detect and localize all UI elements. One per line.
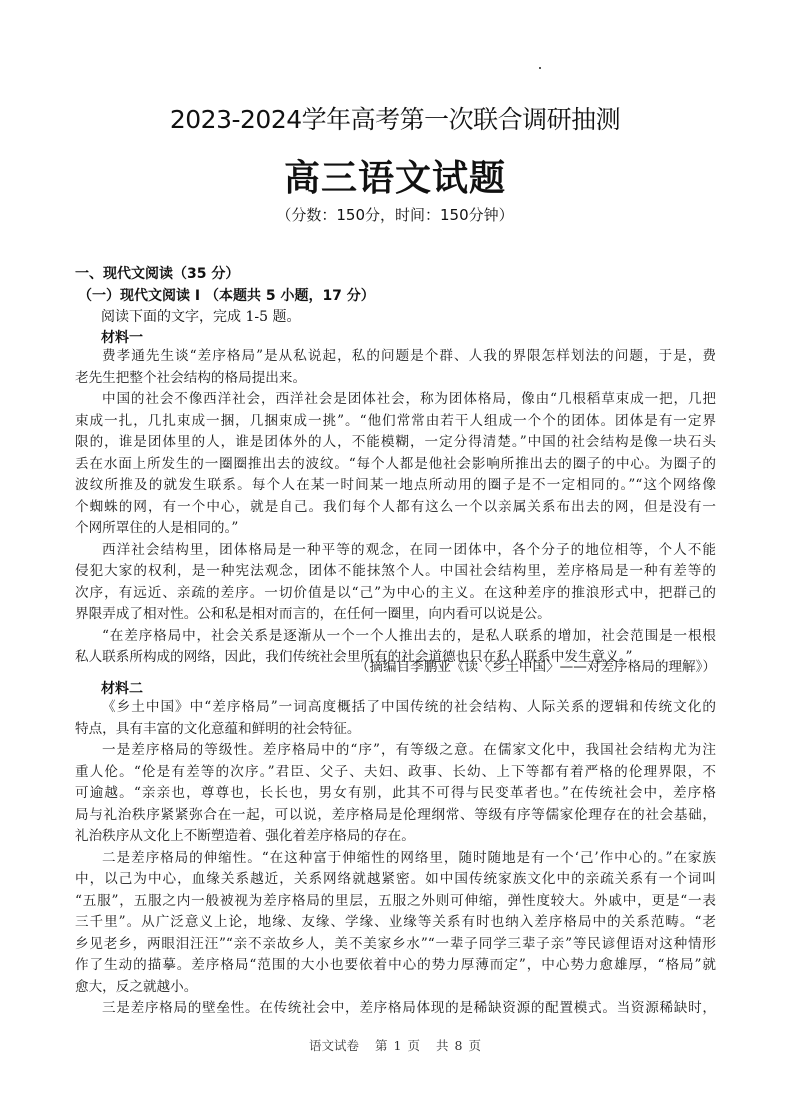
text-line: 礼治秩序从文化上不断塑造着、强化着差序格局的存在。: [75, 828, 415, 844]
text-line: 局与礼治秩序紧紧弥合在一起，可以说，差序格局是伦理纲常、等级有序等儒家伦理存在的社会基础，: [75, 806, 716, 823]
exam-title: 2023-2024学年高考第一次联合调研抽测: [169, 105, 621, 134]
source-citation: （摘编自李鹏亚《读〈乡土中国〉——对差序格局的理解》）: [355, 659, 716, 675]
text-line: 中，以己为中心，血缘关系越近，关系网络就越紧密。如中国传统家族文化中的亲疏关系有一个词叫: [75, 871, 716, 887]
text-line: 束成一扎，几扎束成一捆，几捆束成一挑”。“他们常常由若干人组成一个个的团体。团体是有一定界: [75, 412, 716, 429]
score-info: （分数：150分，时间：150分钟）: [276, 206, 514, 224]
text-line: 侵犯大家的权利，是一种宪法观念，团体不能抹煞个人。中国社会结构里，差序格局是一种有差等的: [75, 563, 716, 579]
text-line: 乡见老乡，两眼泪汪汪”“亲不亲故乡人，美不美家乡水”“一辈子同学三辈子亲”等民谚俚语对这种情形: [75, 935, 716, 952]
text-line: “在差序格局中，社会关系是逐渐从一个一个人推出去的，是私人联系的增加，社会范围是一根根: [102, 627, 716, 644]
footer-total-pages: 8: [454, 1038, 463, 1053]
reading-instruction: 阅读下面的文字，完成 1-5 题。: [101, 309, 301, 325]
material-one-label: 材料一: [101, 330, 143, 346]
text-line: 限的，谁是团体里的人，谁是团体外的人，不能模糊，一定分得清楚。”中国的社会结构是像一块石头: [75, 434, 716, 450]
text-line: 重人伦。“伦是有差等的次序。”君臣、父子、夫妇、政事、长幼、上下等都有着严格的伦理界限，不: [75, 763, 716, 780]
text-line: 波纹所推及的就发生联系。每个人在某一时间某一地点所动用的圈子是不一定相同的。”“这个网络像: [75, 477, 716, 493]
text-line: 老先生把整个社会结构的格局提出来。: [75, 369, 307, 386]
text-line: 二是差序格局的伸缩性。“在这种富于伸缩性的网络里，随时随地是有一个‘己’作中心的。”在家族: [102, 849, 716, 866]
text-line: 愈大，反之就越小。: [75, 978, 198, 995]
material-one-body: [75, 346, 716, 669]
text-line: 丢在水面上所发生的一圈圈推出去的波纹。“每个人都是他社会影响所推出去的圈子的中心。为圈子的: [75, 455, 716, 472]
section-heading: 一、现代文阅读（35 分）: [75, 266, 240, 282]
text-line: 作了生动的描摹。差序格局“范围的大小也要依着中心的势力厚薄而定”，中心势力愈雄厚，“格局”就: [75, 957, 716, 973]
text-line: “五服”，五服之内一般被视为差序格局的里层，五服之外则可伸缩，弹性度较大。外戚中，更是“一表: [75, 892, 716, 909]
text-line: 界限弄成了相对性。公和私是相对而言的，在任何一圈里，向内看可以说是公。: [75, 606, 551, 622]
text-line: 次序，有远近、亲疏的差序。一切价值是以“己”为中心的主义。在这种差序的推浪形式中，把群己的: [75, 584, 716, 601]
text-line: 个蜘蛛的网，有一个中心，就是自己。我们每个人都有这么一个以亲属关系布出去的网，但是没有一: [75, 498, 716, 515]
text-line: 西洋社会结构里，团体格局是一种平等的观念，在同一团体中，各个分子的地位相等，个人不能: [102, 541, 716, 558]
footer-subject: 语文试卷: [309, 1038, 360, 1053]
text-line: 个网所罩住的人是相同的。”: [75, 520, 239, 536]
text-line: 三千里”。从广泛意义上论，地缘、友缘、学缘、业缘等关系有时也纳入差序格局中的关系范畴。“老: [75, 914, 716, 930]
text-line: 费孝通先生谈“差序格局”是从私说起，私的问题是个群、人我的界限怎样划法的问题，于是，费: [102, 348, 716, 364]
material-two-label: 材料二: [101, 681, 143, 697]
text-line: 一是差序格局的等级性。差序格局中的“序”，有等级之意。在儒家文化中，我国社会结构尤为注: [102, 742, 716, 758]
page-title: 高三语文试题: [283, 158, 506, 199]
text-line: 可逾越。“亲亲也，尊尊也，长长也，男女有别，此其不可得与民变革者也。”在传统社会中，差序格: [75, 785, 716, 801]
text-line: 三是差序格局的壁垒性。在传统社会中，差序格局体现的是稀缺资源的配置模式。当资源稀缺时，: [102, 1000, 716, 1016]
subsection-heading: （一）现代文阅读 I （本题共 5 小题，17 分）: [78, 288, 375, 304]
scan-dot: [539, 67, 541, 69]
footer-total-suffix: 页: [468, 1038, 481, 1053]
page-footer: [0, 1036, 790, 1054]
text-line: 私人联系所构成的网络，因此，我们传统社会里所有的社会道德也只在私人联系中发生意义。”: [75, 649, 633, 665]
footer-total-prefix: 共: [435, 1038, 449, 1053]
text-line: 中国的社会不像西洋社会，西洋社会是团体社会，称为团体格局，像由“几根稻草束成一把，几把: [102, 391, 716, 407]
footer-page-number: 1: [393, 1038, 402, 1053]
text-line: 《乡土中国》中“差序格局”一词高度概括了中国传统的社会结构、人际关系的逻辑和传统文化的: [102, 699, 716, 715]
text-line: 特点，具有丰富的文化意蕴和鲜明的社会特征。: [75, 720, 361, 737]
footer-page-prefix: 第: [375, 1038, 388, 1053]
footer-page-suffix: 页: [407, 1038, 420, 1053]
material-two-body: [75, 697, 716, 1020]
